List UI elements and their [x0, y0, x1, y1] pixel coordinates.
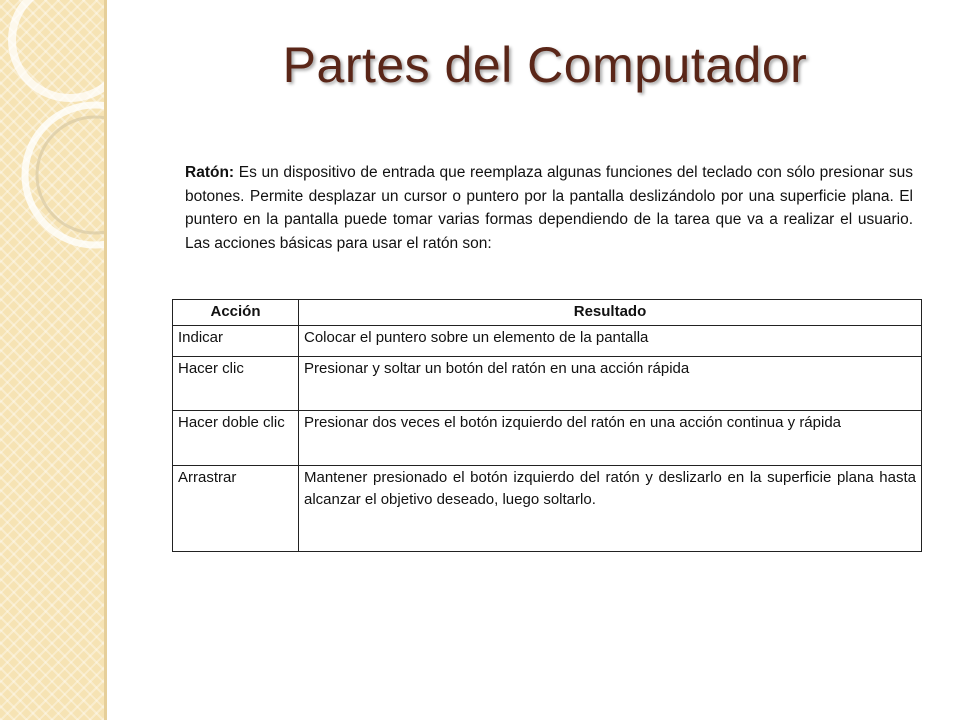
accion-cell: Hacer clic [173, 357, 299, 411]
decorative-sidebar [0, 0, 104, 720]
mouse-actions-table [172, 299, 922, 552]
accion-cell: Arrastrar [173, 466, 299, 552]
table-row [173, 357, 922, 411]
table-row [173, 466, 922, 552]
intro-text: Es un dispositivo de entrada que reemplaza algunas funciones del teclado con sólo presionar sus botones. Permite desplazar un cursor o puntero por la pantalla deslizándolo por una superficie plana. El puntero en la pantalla puede tomar varias formas dependiendo de la tarea que va a realizar el usuario. Las acciones básicas para usar el ratón son: [185, 164, 913, 252]
table-row [173, 326, 922, 357]
ring-middle-inner [37, 117, 104, 233]
table-row [173, 411, 922, 466]
resultado-cell: Colocar el puntero sobre un elemento de la pantalla [299, 326, 922, 357]
header-resultado: Resultado [299, 300, 922, 326]
resultado-cell: Presionar y soltar un botón del ratón en una acción rápida [299, 357, 922, 411]
accion-cell: Hacer doble clic [173, 411, 299, 466]
table-header-row [173, 300, 922, 326]
resultado-cell: Presionar dos veces el botón izquierdo del ratón en una acción continua y rápida [299, 411, 922, 466]
intro-paragraph [185, 161, 913, 255]
accion-cell: Indicar [173, 326, 299, 357]
intro-term: Ratón: [185, 164, 235, 181]
header-accion: Acción [173, 300, 299, 326]
sidebar-border [104, 0, 107, 720]
slide-title: Partes del Computador [282, 37, 808, 93]
resultado-cell: Mantener presionado el botón izquierdo del ratón y deslizarlo en la superficie plana hasta alcanzar el objetivo deseado, luego soltarlo. [299, 466, 922, 552]
decorative-rings [0, 0, 104, 720]
